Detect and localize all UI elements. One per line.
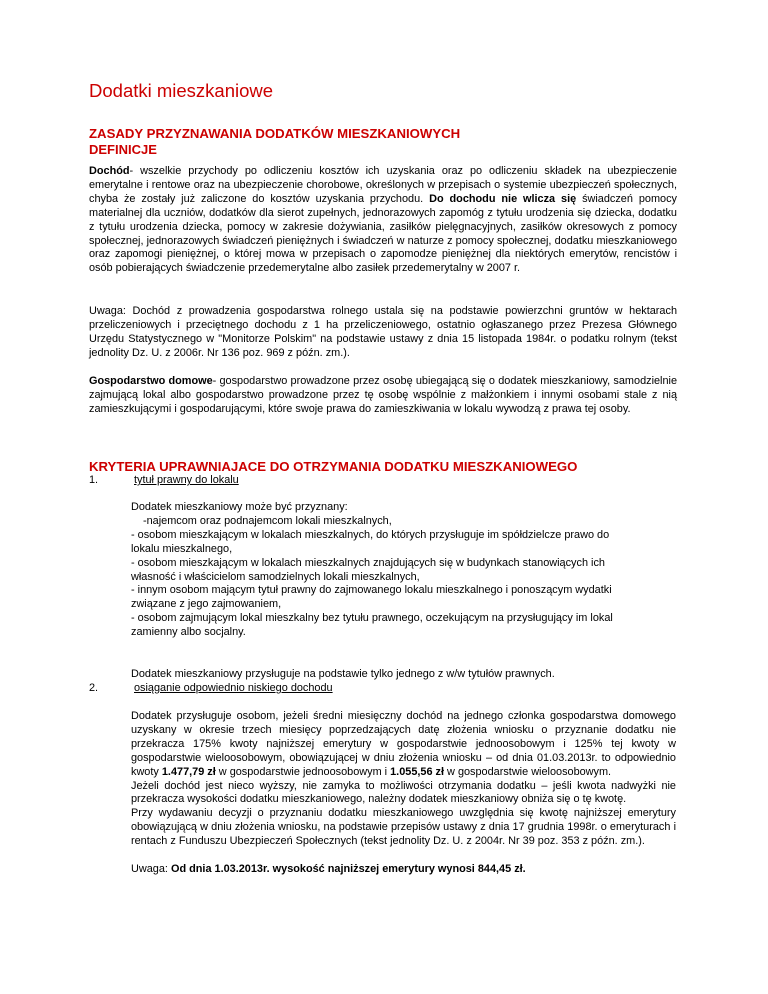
- item1-note: Dodatek mieszkaniowy przysługuje na podstawie tylko jednego z w/w tytułów prawnych.: [131, 668, 555, 680]
- item2-label: osiąganie odpowiednio niskiego dochodu: [134, 682, 333, 694]
- item1-intro: Dodatek mieszkaniowy może być przyznany:: [131, 501, 348, 513]
- amount-single: 1.477,79 zł: [161, 765, 216, 778]
- item1-number: 1.: [89, 474, 99, 486]
- item1-line: zamienny albo socjalny.: [131, 626, 246, 639]
- gospodarstwo-text: - gospodarstwo prowadzone przez osobę ubiegającą się o dodatek mieszkaniowy, samodzielnie zajmującą lokal albo gospodarstwo prowadzone przez tę osobę wspólnie z małżonkiem i innymi osobami stale z nią zamieszkującymi i gospodarującymi, które swoje prawa do zamieszkiwania w lokalu wywodzą z prawa tej osoby.: [89, 375, 677, 415]
- item2-text-a: Dodatek przysługuje osobom, jeżeli średni miesięczny dochód na jednego członka gospodarstwa domowego uzyskany w okresie trzech miesięcy poprzedzających datę złożenia wniosku o przyznanie dodatku nie przekracza 175% kwoty najniższej emerytury w gospodarstwie jednoosobowym i 125% tej kwoty w gospodarstwie wieloosobowym, obowiązującej w dniu złożenia wniosku – od dnia 01.03.2013r. to odpowiednio kwoty: [131, 710, 676, 778]
- section-heading-kryteria: KRYTERIA UPRAWNIAJACE DO OTRZYMANIA DODATKU MIESZKANIOWEGO: [89, 459, 578, 474]
- item2-paragraph-3: Przy wydawaniu decyzji o przyznaniu dodatku mieszkaniowego uwzględnia się kwotę najniższej emerytury obowiązującą w dniu złożenia wniosku, na podstawie przepisów ustawy z dnia 17 grudnia 1998r. o emeryturach i rentach z Funduszu Ubezpieczeń Społecznych (tekst jednolity Dz. U. z 2004r. Nr 39 poz. 353 z późn. zm.).: [131, 807, 676, 848]
- page-title: Dodatki mieszkaniowe: [89, 80, 274, 101]
- uwaga2-bold: Od dnia 1.03.2013r. wysokość najniższej emerytury wynosi 844,45 zł.: [170, 863, 526, 875]
- term-gospodarstwo: Gospodarstwo domowe: [89, 375, 213, 387]
- item2-paragraphs: [131, 710, 676, 849]
- item1-label: tytuł prawny do lokalu: [134, 474, 239, 486]
- paragraph-gospodarstwo: [89, 375, 677, 417]
- item2-text-c: w gospodarstwie wieloosobowym.: [447, 765, 612, 778]
- paragraph-uwaga-rolne: Uwaga: Dochód z prowadzenia gospodarstwa rolnego ustala się na podstawie powierzchni gruntów w hektarach przeliczeniowych i przeciętnego dochodu z 1 ha przeliczeniowego, ostatnio ogłaszanego przez Prezesa Głównego Urzędu Statystycznego w "Monitorze Polskim" na podstawie ustawy z dnia 15 listopada 1984r. o podatku rolnym (tekst jednolity Dz. U. z 2006r. Nr 136 poz. 969 z późn. zm.).: [89, 305, 677, 359]
- term-dochod: Dochód: [89, 165, 130, 177]
- item1-line: - osobom zajmującym lokal mieszkalny bez tytułu prawnego, oczekującym na przysługujący im lokal: [131, 612, 613, 625]
- item1-line: -najemcom oraz podnajemcom lokali mieszkalnych,: [143, 514, 392, 527]
- item1-line: własność i właścicielom samodzielnych lokali mieszkalnych,: [131, 570, 420, 583]
- item1-line: - osobom mieszkającym w lokalach mieszkalnych znajdujących się w budynkach stanowiących ich: [131, 556, 605, 569]
- paragraph-dochod: [89, 165, 677, 276]
- item1-line: - innym osobom mającym tytuł prawny do zajmowanego lokalu mieszkalnego i ponoszącym wydatki: [131, 584, 612, 597]
- item2-number: 2.: [89, 682, 99, 694]
- item1-line: lokalu mieszkalnego,: [131, 542, 233, 555]
- item1-line: - osobom mieszkającym w lokalach mieszkalnych, do których przysługuje im spółdzielcze prawo do: [131, 528, 610, 541]
- dochod-text: - wszelkie przychody po odliczeniu kosztów ich uzyskania oraz po odliczeniu składek na ubezpieczenie emerytalne i rentowe oraz na ubezpieczenie chorobowe, określonych w przepisach o systemie ubezpieczeń społecznych, chyba że zostały już zaliczone do kosztów uzyskania przychodu.: [89, 165, 677, 205]
- item1-line: związane z jego zajmowaniem,: [131, 598, 282, 611]
- uwaga-najnizsza-emerytura: [131, 863, 526, 877]
- subheading-definicje: DEFINICJE: [89, 142, 157, 157]
- item1-block: [131, 501, 676, 640]
- dochod-bold-phrase: Do dochodu nie wlicza się: [429, 192, 577, 205]
- item2-text-b: w gospodarstwie jednoosobowym i: [218, 765, 388, 778]
- dochod-rest-text: świadczeń pomocy materialnej dla uczniów, dodatków dla sierot zupełnych, jednorazowych zapomóg z tytułu urodzenia się dziecka, dodatku z tytułu urodzenia dziecka, pomocy w zakresie dożywiania, zasiłków pielęgnacyjnych, zasiłków okresowych z pomocy społecznej, jednorazowych świadczeń pieniężnych i świadczeń w naturze z pomocy społecznej, dodatku mieszkaniowego oraz zapomogi pieniężnej, o której mowa w przepisach o zapomodze pieniężnej dla niektórych emerytów, rencistów i osób pobierających świadczenie przedemerytalne albo zasiłek przedemerytalny w 2007 r.: [89, 192, 677, 275]
- item2-paragraph-2: Jeżeli dochód jest nieco wyższy, nie zamyka to możliwości otrzymania dodatku – jeśli kwota nadwyżki nie przekracza wysokości dodatku mieszkaniowego, należny dodatek mieszkaniowy obniża się o tę kwotę.: [131, 779, 676, 806]
- uwaga2-label: Uwaga:: [131, 863, 168, 875]
- amount-multi: 1.055,56 zł: [390, 765, 445, 778]
- section-heading-zasady: ZASADY PRZYZNAWANIA DODATKÓW MIESZKANIOWYCH: [89, 126, 461, 141]
